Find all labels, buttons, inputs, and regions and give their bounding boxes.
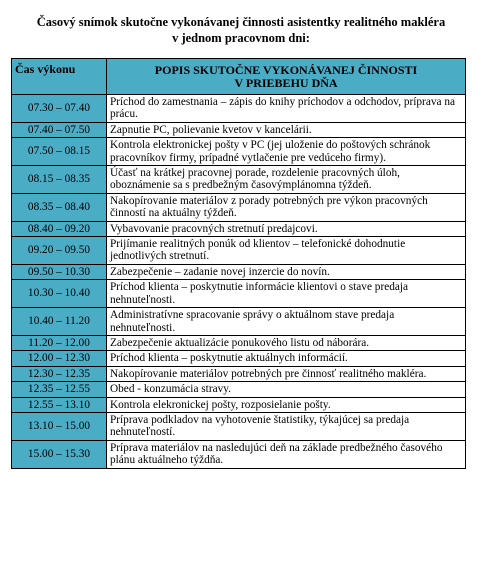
time-cell: 12.55 – 13.10 — [12, 397, 107, 412]
description-cell: Administratívne spracovanie správy o aktuálnom stave predaja nehnuteľnosti. — [107, 308, 466, 336]
description-cell: Príprava materiálov na nasledujúci deň na základe predbežného časového plánu aktuálneho týždňa. — [107, 440, 466, 468]
time-cell: 08.40 – 09.20 — [12, 221, 107, 236]
time-cell: 10.30 – 10.40 — [12, 280, 107, 308]
time-cell: 11.20 – 12.00 — [12, 335, 107, 350]
table-row — [12, 237, 466, 265]
description-cell: Nakopírovanie materiálov potrebných pre činnosť realitného makléra. — [107, 366, 466, 381]
time-cell: 12.35 – 12.55 — [12, 382, 107, 397]
description-cell: Zabezpečenie aktualizácie ponukového listu od náborára. — [107, 335, 466, 350]
table-row — [12, 440, 466, 468]
table-row — [12, 193, 466, 221]
title-line-1: Časový snímok skutočne vykonávanej činnosti asistentky realitného makléra — [36, 15, 446, 29]
description-cell: Vybavovanie pracovných stretnutí predajcovi. — [107, 221, 466, 236]
table-row — [12, 122, 466, 137]
time-cell: 07.30 – 07.40 — [12, 95, 107, 123]
time-cell: 08.15 – 08.35 — [12, 166, 107, 194]
description-cell: Zabezpečenie – zadanie novej inzercie do novín. — [107, 264, 466, 279]
description-cell: Nakopírovanie materiálov z porady potrebných pre výkon pracovných činností na aktuálny týždeň. — [107, 193, 466, 221]
table-row — [12, 221, 466, 236]
time-cell: 08.35 – 08.40 — [12, 193, 107, 221]
header-time: Čas výkonu — [12, 59, 107, 95]
time-cell: 15.00 – 15.30 — [12, 440, 107, 468]
description-cell: Kontrola elektronickej pošty v PC (jej uloženie do poštových schránok pracovníkov firmy, prípadné vytlačenie pre vedúceho firmy). — [107, 138, 466, 166]
table-row — [12, 382, 466, 397]
header-description — [107, 59, 466, 95]
activity-table — [11, 58, 466, 469]
table-row — [12, 138, 466, 166]
header-description-line-2: V PRIEBEHU DŇA — [234, 75, 338, 90]
description-cell: Príprava podkladov na vyhotovenie štatistiky, týkajúcej sa predaja nehnuteľností. — [107, 412, 466, 440]
table-row — [12, 412, 466, 440]
table-row — [12, 166, 466, 194]
description-cell: Príchod klienta – poskytnutie aktuálnych informácií. — [107, 351, 466, 366]
title-line-2: v jednom pracovnom dni: — [172, 31, 310, 45]
time-cell: 07.40 – 07.50 — [12, 122, 107, 137]
time-cell: 09.20 – 09.50 — [12, 237, 107, 265]
description-cell: Účasť na krátkej pracovnej porade, rozdelenie pracovných úloh, oboznámenie sa s predbežným časovýmplánomna týždeň. — [107, 166, 466, 194]
table-row — [12, 366, 466, 381]
description-cell: Obed - konzumácia stravy. — [107, 382, 466, 397]
table-header-row — [12, 59, 466, 95]
description-cell: Zapnutie PC, polievanie kvetov v kancelárii. — [107, 122, 466, 137]
time-cell: 07.50 – 08.15 — [12, 138, 107, 166]
table-row — [12, 397, 466, 412]
time-cell: 10.40 – 11.20 — [12, 308, 107, 336]
document-title — [0, 14, 482, 46]
time-cell: 13.10 – 15.00 — [12, 412, 107, 440]
description-cell: Príchod klienta – poskytnutie informácie klientovi o stave predaja nehnuteľnosti. — [107, 280, 466, 308]
description-cell: Kontrola elekronickej pošty, rozposielanie pošty. — [107, 397, 466, 412]
description-cell: Príchod do zamestnania – zápis do knihy príchodov a odchodov, príprava na prácu. — [107, 95, 466, 123]
time-cell: 12.00 – 12.30 — [12, 351, 107, 366]
table-row — [12, 308, 466, 336]
table-row — [12, 95, 466, 123]
table-row — [12, 264, 466, 279]
description-cell: Prijímanie realitných ponúk od klientov – telefonické dohodnutie jednotlivých stretnutí. — [107, 237, 466, 265]
table-row — [12, 280, 466, 308]
table-row — [12, 335, 466, 350]
time-cell: 09.50 – 10.30 — [12, 264, 107, 279]
time-cell: 12.30 – 12.35 — [12, 366, 107, 381]
table-row — [12, 351, 466, 366]
header-description-line-1: POPIS SKUTOČNE VYKONÁVANEJ ČINNOSTI — [154, 62, 418, 77]
